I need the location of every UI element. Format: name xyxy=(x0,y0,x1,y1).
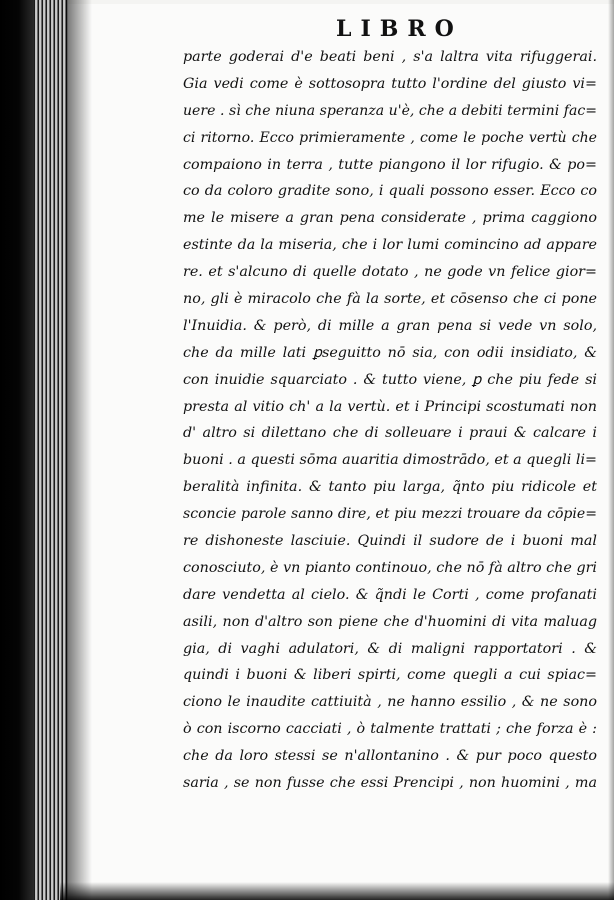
text-line: re. et s'alcuno di quelle dotato , ne gode vn felice gior= xyxy=(183,264,597,281)
text-line: buoni . a questi sōma auaritia dimostrādo, et a quegli li= xyxy=(183,452,597,469)
text-line: co da coloro gradite sono, i quali possono esser. Ecco co xyxy=(183,183,597,200)
text-line: saria , se non fusse che essi Prencipi , non huomini , ma xyxy=(183,775,597,792)
text-line: uere . sì che niuna speranza u'è, che a debiti termini fac= xyxy=(183,102,597,119)
text-line: quindi i buoni & liberi spirti, come quegli a cui spiac= xyxy=(183,667,597,684)
text-line: parte goderai d'e beati beni , s'a laltra vita rifuggerai. xyxy=(183,49,597,65)
page-stack-edges xyxy=(34,0,68,900)
page-right-edge xyxy=(608,0,614,900)
text-line: me le misere a gran pena considerate , prima caggiono xyxy=(183,210,597,227)
text-line: l'Inuidia. & però, di mille a gran pena si vede vn solo, xyxy=(183,317,597,334)
text-line: compaiono in terra , tutte piangono il lor rifugio. & po= xyxy=(183,156,597,173)
text-line: presta al vitio ch' a la vertù. et i Principi scostumati non xyxy=(183,398,597,415)
text-line: asili, non d'altro son piene che d'huomini di vita maluag xyxy=(183,613,597,630)
text-line: no, gli è miracolo che fà la sorte, et cōsenso che ci pone xyxy=(183,291,597,308)
text-line: con inuidie squarciato . & tutto viene, ꝑ che piu fede si xyxy=(183,371,597,388)
book-binding-edge xyxy=(0,0,34,900)
text-line: d' altro si dilettano che di solleuare i praui & calcare i xyxy=(183,425,597,442)
text-line: ciono le inaudite cattiuità , ne hanno essilio , & ne sono xyxy=(183,694,597,711)
page-bottom-shadow xyxy=(60,882,614,900)
running-head: LIBRO xyxy=(336,16,463,42)
body-text xyxy=(183,44,597,797)
text-line: ò con iscorno cacciati , ò talmente trattati ; che forza è : xyxy=(183,721,597,738)
text-line: estinte da la miseria, che i lor lumi comincino ad appare xyxy=(183,237,597,254)
text-line: dare vendetta al cielo. & q̃ndi le Corti , come profanati xyxy=(183,586,597,603)
text-line: conosciuto, è vn pianto continouo, che nō fà altro che gri xyxy=(183,559,597,576)
text-line: re dishoneste lasciuie. Quindi il sudore de i buoni mal xyxy=(183,533,597,550)
text-line: beralità infinita. & tanto piu larga, q̃nto piu ridicole et xyxy=(183,479,597,496)
text-line: che da loro stessi se n'allontanino . & pur poco questo xyxy=(183,748,597,765)
text-line: gia, di vaghi adulatori, & di maligni rapportatori . & xyxy=(183,640,597,657)
text-line: che da mille lati ꝑseguitto nō sia, con odii insidiato, & xyxy=(183,344,597,361)
text-line: Gia vedi come è sottosopra tutto l'ordine del giusto vi= xyxy=(183,75,597,92)
text-line: sconcie parole sanno dire, et piu mezzi trouare da cōpie= xyxy=(183,506,597,523)
text-line: ci ritorno. Ecco primieramente , come le poche vertù che xyxy=(183,129,597,146)
gutter-shadow xyxy=(66,0,92,900)
